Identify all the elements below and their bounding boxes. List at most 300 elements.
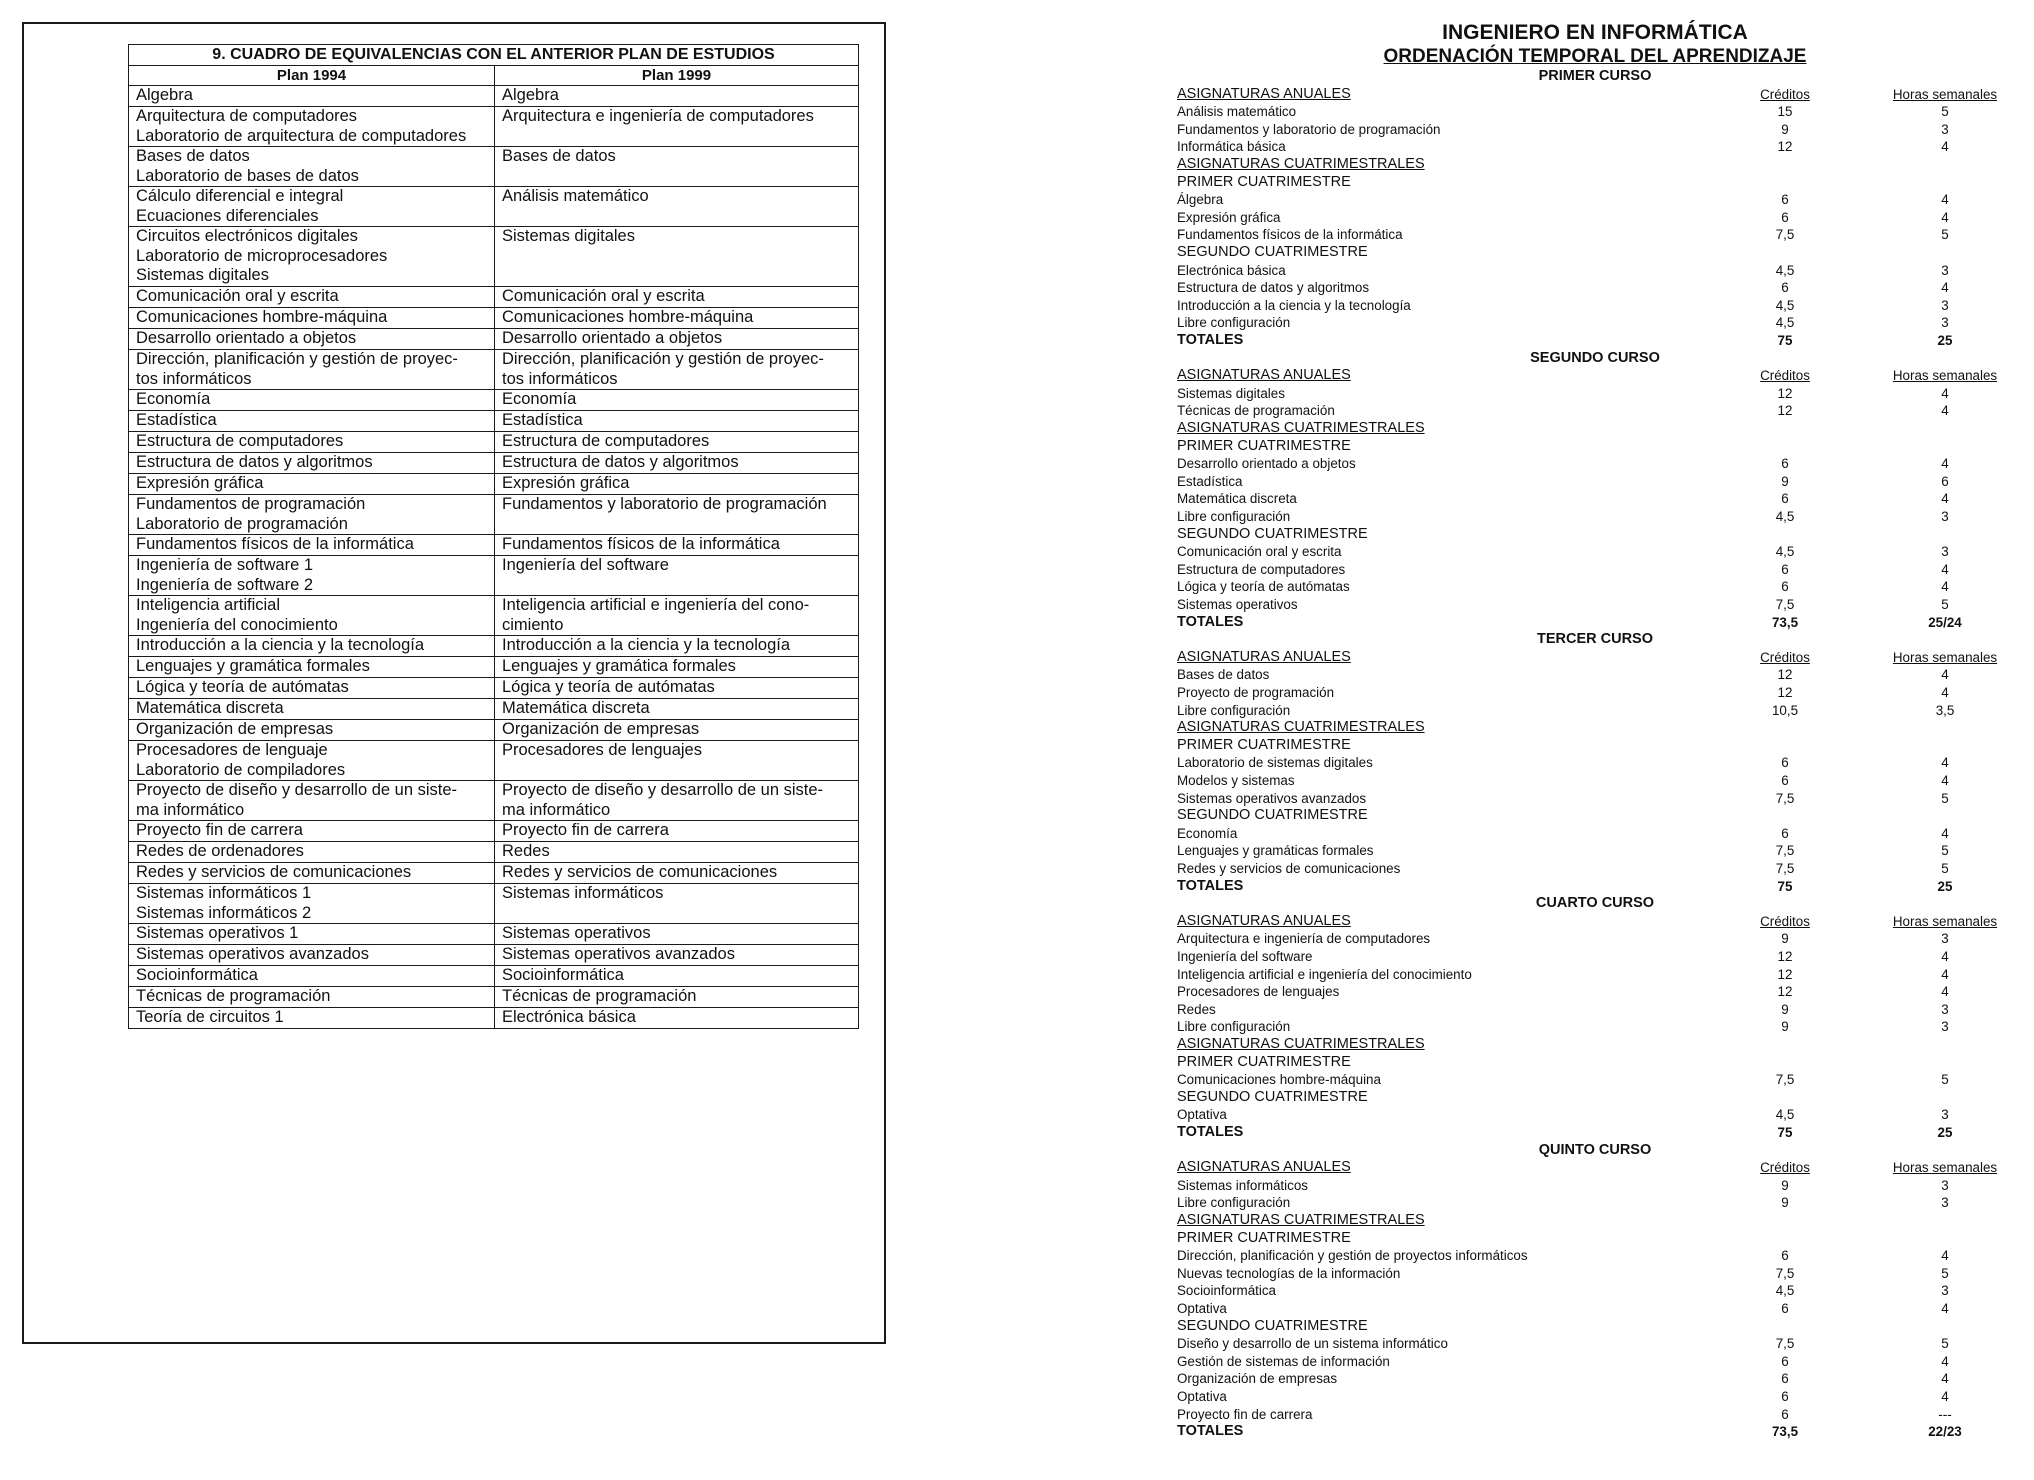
- credits-value: 6: [1781, 1248, 1789, 1264]
- credits-value: 6: [1781, 773, 1789, 788]
- subject-name: Comunicaciones hombre-máquina: [502, 308, 754, 326]
- subject-row: [1170, 930, 2020, 948]
- line-label: PRIMER CUATRIMESTRE: [1177, 437, 1351, 454]
- line-label: Expresión gráfica: [1177, 209, 1281, 225]
- subject-name: Fundamentos físicos de la informática: [502, 535, 780, 553]
- plan-1999-cell: [495, 390, 859, 411]
- subject-row: [1170, 578, 2020, 596]
- line-label: TERCER CURSO: [1536, 631, 1653, 648]
- credits-value: 6: [1781, 280, 1789, 296]
- subject-row: [1170, 684, 2020, 702]
- subject-name: Bases de datos: [136, 147, 250, 165]
- table-row: [129, 556, 859, 596]
- credits-value: 7,5: [1775, 861, 1795, 876]
- weekly-hours-value: 4: [1941, 1248, 1949, 1264]
- subject-name: Laboratorio de bases de datos: [136, 166, 359, 185]
- subject-name: tos informáticos: [502, 369, 618, 388]
- subject-name: Ingeniería de software 2: [136, 575, 314, 594]
- weekly-hours-value: 3: [1941, 509, 1949, 524]
- weekly-hours-value: Horas semanales: [1892, 913, 1998, 929]
- subject-row: [1170, 191, 2020, 209]
- plan-1999-cell: [495, 474, 859, 495]
- subject-name: Arquitectura e ingeniería de computadores: [502, 107, 814, 125]
- subject-name: Matemática discreta: [502, 699, 650, 717]
- plan-1999-cell: [495, 945, 859, 966]
- plan-1994-cell: [129, 411, 495, 432]
- semester-heading: [1170, 1054, 2020, 1072]
- weekly-hours-value: Horas semanales: [1892, 368, 1998, 384]
- subject-name: Estadística: [136, 411, 217, 429]
- semester-heading: [1170, 737, 2020, 755]
- subject-row: [1170, 209, 2020, 227]
- subject-name: Organización de empresas: [136, 720, 334, 738]
- subject-name: Sistemas digitales: [502, 227, 635, 245]
- subject-name: Socioinformática: [136, 966, 258, 984]
- semester-heading: [1170, 1230, 2020, 1248]
- column-header-plan-1999: Plan 1999: [495, 65, 859, 86]
- subject-name: Sistemas informáticos: [502, 884, 664, 902]
- subject-name: Laboratorio de arquitectura de computadores: [136, 126, 467, 145]
- credits-value: 7,5: [1775, 1072, 1795, 1088]
- table-row: [129, 227, 859, 287]
- weekly-hours-value: 3: [1941, 297, 1949, 313]
- subject-name: Circuitos electrónicos digitales: [136, 227, 358, 245]
- subject-name: ma informático: [502, 800, 611, 819]
- weekly-hours-value: 4: [1941, 209, 1949, 225]
- line-label: Bases de datos: [1177, 667, 1270, 683]
- subject-name: Desarrollo orientado a objetos: [502, 329, 723, 347]
- line-label: Procesadores de lenguajes: [1177, 984, 1340, 1000]
- plan-1999-cell: [495, 966, 859, 987]
- line-label: ASIGNATURAS ANUALES: [1177, 85, 1351, 102]
- credits-value: 9: [1781, 1019, 1789, 1035]
- credits-value: Créditos: [1760, 1160, 1810, 1176]
- subject-row: [1170, 103, 2020, 121]
- plan-1994-cell: [129, 453, 495, 474]
- subject-name: Análisis matemático: [502, 187, 649, 205]
- plan-1994-cell: [129, 308, 495, 329]
- plan-1994-cell: [129, 720, 495, 741]
- plan-1994-cell: [129, 945, 495, 966]
- plan-1994-cell: [129, 329, 495, 350]
- course-heading: [1170, 1142, 2020, 1160]
- weekly-hours-value: 4: [1941, 403, 1949, 419]
- weekly-hours-value: 3: [1941, 931, 1949, 947]
- weekly-hours-value: 3: [1941, 315, 1949, 331]
- subject-row: [1170, 842, 2020, 860]
- credits-value: 75: [1777, 1125, 1793, 1140]
- subject-name: Comunicación oral y escrita: [136, 287, 339, 305]
- weekly-hours-value: 3: [1941, 1001, 1949, 1017]
- plan-1999-cell: [495, 308, 859, 329]
- subject-name: Algebra: [502, 86, 559, 104]
- credits-value: Créditos: [1760, 86, 1810, 102]
- plan-1994-cell: [129, 987, 495, 1008]
- subject-name: tos informáticos: [136, 369, 252, 388]
- course-heading: [1170, 895, 2020, 913]
- subject-name: Técnicas de programación: [136, 987, 331, 1005]
- weekly-hours-value: 5: [1941, 790, 1949, 806]
- line-label: Proyecto de programación: [1177, 685, 1335, 700]
- plan-1999-cell: [495, 636, 859, 657]
- weekly-hours-value: 4: [1941, 966, 1949, 982]
- equivalence-table-body: [129, 86, 859, 1029]
- weekly-hours-value: 4: [1941, 192, 1949, 208]
- subject-name: Lógica y teoría de autómatas: [136, 678, 349, 696]
- plan-1994-cell: [129, 432, 495, 453]
- weekly-hours-value: 3: [1941, 544, 1949, 560]
- plan-1994-cell: [129, 884, 495, 924]
- subject-name: Procesadores de lenguaje: [136, 741, 328, 759]
- subject-name: Sistemas informáticos 2: [136, 903, 312, 922]
- section-heading: [1170, 1036, 2020, 1054]
- credits-value: 7,5: [1775, 227, 1795, 243]
- credits-value: 12: [1777, 685, 1793, 700]
- weekly-hours-value: Horas semanales: [1892, 86, 1998, 102]
- weekly-hours-value: Horas semanales: [1892, 1160, 1998, 1176]
- weekly-hours-value: 22/23: [1928, 1424, 1962, 1440]
- credits-value: 7,5: [1775, 843, 1795, 859]
- line-label: Matemática discreta: [1177, 491, 1297, 507]
- subject-name: Ecuaciones diferenciales: [136, 206, 319, 225]
- subject-name: Inteligencia artificial: [136, 596, 280, 614]
- subject-row: [1170, 1282, 2020, 1300]
- plan-1999-cell: [495, 495, 859, 535]
- table-row: [129, 432, 859, 453]
- credits-value: 7,5: [1775, 597, 1795, 612]
- column-header-plan-1994: Plan 1994: [129, 65, 495, 86]
- line-label: TOTALES: [1177, 877, 1244, 894]
- weekly-hours-value: 3: [1941, 1283, 1949, 1299]
- plan-1999-cell: [495, 678, 859, 699]
- weekly-hours-value: 25: [1937, 1125, 1953, 1140]
- line-label: Análisis matemático: [1177, 104, 1297, 120]
- subject-row: [1170, 314, 2020, 332]
- credits-value: 6: [1781, 1301, 1789, 1316]
- subject-row: [1170, 1353, 2020, 1371]
- weekly-hours-value: Horas semanales: [1892, 649, 1998, 665]
- subject-name: Introducción a la ciencia y la tecnología: [136, 636, 425, 654]
- plan-1999-cell: [495, 741, 859, 781]
- weekly-hours-value: 4: [1941, 685, 1949, 700]
- credits-value: 9: [1781, 121, 1789, 137]
- totals-row: [1170, 878, 2020, 896]
- credits-value: 4,5: [1775, 1107, 1795, 1123]
- subject-name: Estructura de computadores: [502, 432, 710, 450]
- table-row: [129, 495, 859, 535]
- plan-1994-cell: [129, 636, 495, 657]
- line-label: TOTALES: [1177, 332, 1244, 348]
- weekly-hours-value: 3: [1941, 262, 1949, 278]
- plan-1994-cell: [129, 187, 495, 227]
- plan-1999-cell: [495, 187, 859, 227]
- credits-value: 4,5: [1775, 262, 1795, 278]
- plan-1994-cell: [129, 535, 495, 556]
- plan-1994-cell: [129, 842, 495, 863]
- plan-1999-cell: [495, 781, 859, 821]
- plan-1999-cell: [495, 556, 859, 596]
- subject-name: Sistemas operativos 1: [136, 924, 299, 942]
- weekly-hours-value: 4: [1941, 1301, 1949, 1316]
- subject-row: [1170, 596, 2020, 614]
- line-label: ASIGNATURAS ANUALES: [1177, 648, 1351, 665]
- line-label: Libre configuración: [1177, 315, 1291, 331]
- table-row: [129, 863, 859, 884]
- plan-1994-cell: [129, 781, 495, 821]
- table-row: [129, 657, 859, 678]
- line-label: Estructura de datos y algoritmos: [1177, 280, 1370, 296]
- subject-name: Comunicación oral y escrita: [502, 287, 705, 305]
- line-label: Proyecto fin de carrera: [1177, 1406, 1313, 1422]
- plan-1999-cell: [495, 842, 859, 863]
- subject-name: Estructura de computadores: [136, 432, 344, 450]
- line-label: Redes y servicios de comunicaciones: [1177, 861, 1401, 876]
- credits-value: 6: [1781, 1389, 1789, 1404]
- table-row: [129, 147, 859, 187]
- plan-1994-cell: [129, 86, 495, 107]
- course-heading: [1170, 631, 2020, 649]
- subject-name: Algebra: [136, 86, 193, 104]
- table-row: [129, 720, 859, 741]
- weekly-hours-value: 5: [1941, 104, 1949, 120]
- plan-1999-cell: [495, 453, 859, 474]
- section-heading: [1170, 649, 2020, 667]
- subject-name: Lenguajes y gramática formales: [136, 657, 370, 675]
- page-subtitle: ORDENACIÓN TEMPORAL DEL APRENDIZAJE: [1383, 46, 1807, 67]
- credits-value: 4,5: [1775, 315, 1795, 331]
- credits-value: 12: [1777, 984, 1793, 1000]
- subject-name: Estructura de datos y algoritmos: [136, 453, 373, 471]
- subject-name: Economía: [136, 390, 211, 408]
- credits-value: 6: [1781, 1371, 1789, 1387]
- table-row: [129, 287, 859, 308]
- subject-row: [1170, 966, 2020, 984]
- line-label: Álgebra: [1177, 192, 1224, 208]
- plan-1999-cell: [495, 821, 859, 842]
- plan-1994-cell: [129, 657, 495, 678]
- line-label: SEGUNDO CUATRIMESTRE: [1177, 525, 1368, 542]
- table-row: [129, 884, 859, 924]
- credits-value: 9: [1781, 931, 1789, 947]
- line-label: Lógica y teoría de autómatas: [1177, 579, 1350, 595]
- line-label: ASIGNATURAS CUATRIMESTRALES: [1177, 1036, 1425, 1052]
- subject-name: Bases de datos: [502, 147, 616, 165]
- subject-row: [1170, 385, 2020, 403]
- weekly-hours-value: 4: [1941, 825, 1949, 841]
- line-label: Sistemas operativos: [1177, 597, 1298, 612]
- table-row: [129, 987, 859, 1008]
- subject-name: Cálculo diferencial e integral: [136, 187, 344, 205]
- credits-value: 6: [1781, 1406, 1789, 1422]
- subject-row: [1170, 473, 2020, 491]
- subject-name: cimiento: [502, 615, 564, 634]
- subject-name: Laboratorio de compiladores: [136, 760, 346, 779]
- plan-1999-cell: [495, 432, 859, 453]
- line-label: Sistemas informáticos: [1177, 1177, 1308, 1193]
- table-row: [129, 596, 859, 636]
- weekly-hours-value: 3: [1941, 1177, 1949, 1193]
- section-heading: [1170, 86, 2020, 104]
- totals-row: [1170, 332, 2020, 350]
- line-label: Libre configuración: [1177, 1195, 1291, 1211]
- line-label: SEGUNDO CUATRIMESTRE: [1177, 1088, 1368, 1105]
- subject-name: Lógica y teoría de autómatas: [502, 678, 715, 696]
- credits-value: Créditos: [1760, 368, 1810, 384]
- subject-name: Sistemas digitales: [136, 266, 269, 284]
- subject-name: Matemática discreta: [136, 699, 284, 717]
- line-label: Comunicaciones hombre-máquina: [1177, 1072, 1381, 1088]
- line-label: CUARTO CURSO: [1535, 895, 1655, 912]
- plan-1994-cell: [129, 821, 495, 842]
- table-row: [129, 945, 859, 966]
- subject-name: Proyecto fin de carrera: [502, 821, 669, 839]
- credits-value: 75: [1777, 333, 1793, 348]
- plan-1999-cell: [495, 596, 859, 636]
- subject-row: [1170, 1071, 2020, 1089]
- weekly-hours-value: 3: [1941, 121, 1949, 137]
- line-label: Optativa: [1177, 1389, 1227, 1404]
- line-label: Sistemas digitales: [1177, 385, 1285, 401]
- line-label: Libre configuración: [1177, 1019, 1291, 1035]
- line-label: Introducción a la ciencia y la tecnología: [1177, 297, 1411, 313]
- subject-row: [1170, 1247, 2020, 1265]
- subject-name: Arquitectura de computadores: [136, 107, 358, 125]
- subject-name: Dirección, planificación y gestión de proyec-: [502, 350, 824, 368]
- weekly-hours-value: 5: [1941, 1336, 1949, 1352]
- line-label: TOTALES: [1177, 613, 1244, 630]
- subject-name: Redes de ordenadores: [136, 842, 304, 860]
- credits-value: 7,5: [1775, 1265, 1795, 1281]
- table-row: [129, 1008, 859, 1029]
- table-title: 9. CUADRO DE EQUIVALENCIAS CON EL ANTERIOR PLAN DE ESTUDIOS: [129, 45, 859, 66]
- section-heading: [1170, 719, 2020, 737]
- weekly-hours-value: 5: [1941, 227, 1949, 243]
- plan-1994-cell: [129, 474, 495, 495]
- line-label: PRIMER CURSO: [1538, 68, 1652, 84]
- section-heading: [1170, 1212, 2020, 1230]
- subject-name: Laboratorio de microprocesadores: [136, 246, 388, 265]
- subject-row: [1170, 1106, 2020, 1124]
- subject-name: Inteligencia artificial e ingeniería del cono-: [502, 596, 810, 614]
- subject-name: Expresión gráfica: [136, 474, 264, 492]
- subject-name: Sistemas operativos avanzados: [502, 945, 735, 963]
- subject-row: [1170, 1018, 2020, 1036]
- line-label: PRIMER CUATRIMESTRE: [1177, 1053, 1351, 1070]
- totals-row: [1170, 1124, 2020, 1142]
- plan-1999-cell: [495, 924, 859, 945]
- weekly-hours-value: 4: [1941, 1371, 1949, 1387]
- weekly-hours-value: 25/24: [1928, 614, 1962, 630]
- subject-row: [1170, 1406, 2020, 1424]
- weekly-hours-value: 5: [1941, 843, 1949, 859]
- table-row: [129, 966, 859, 987]
- plan-1999-cell: [495, 287, 859, 308]
- plan-1994-cell: [129, 966, 495, 987]
- credits-value: 4,5: [1775, 509, 1795, 524]
- weekly-hours-value: 5: [1941, 1265, 1949, 1281]
- credits-value: Créditos: [1760, 649, 1810, 665]
- credits-value: 6: [1781, 561, 1789, 577]
- credits-value: 73,5: [1771, 1424, 1799, 1440]
- line-label: Informática básica: [1177, 139, 1286, 155]
- weekly-hours-value: 4: [1941, 773, 1949, 788]
- semester-heading: [1170, 807, 2020, 825]
- line-label: Sistemas operativos avanzados: [1177, 790, 1367, 806]
- course-heading: [1170, 350, 2020, 368]
- subject-name: Redes y servicios de comunicaciones: [136, 863, 412, 881]
- subject-name: Introducción a la ciencia y la tecnología: [502, 636, 791, 654]
- subject-name: Laboratorio de programación: [136, 514, 348, 533]
- subject-name: Proyecto de diseño y desarrollo de un siste-: [136, 781, 458, 799]
- subject-row: [1170, 1300, 2020, 1318]
- credits-value: 12: [1777, 949, 1793, 964]
- subject-row: [1170, 561, 2020, 579]
- credits-value: 6: [1781, 491, 1789, 507]
- plan-1994-cell: [129, 596, 495, 636]
- weekly-hours-value: 5: [1941, 861, 1949, 876]
- plan-1999-cell: [495, 107, 859, 147]
- plan-1999-cell: [495, 411, 859, 432]
- subject-name: Ingeniería del software: [502, 556, 669, 574]
- section-heading: [1170, 913, 2020, 931]
- totals-row: [1170, 614, 2020, 632]
- line-label: Fundamentos y laboratorio de programación: [1177, 121, 1441, 137]
- line-label: PRIMER CUATRIMESTRE: [1177, 736, 1351, 753]
- plan-1999-cell: [495, 720, 859, 741]
- semester-heading: [1170, 526, 2020, 544]
- subject-name: Redes: [502, 842, 550, 860]
- subject-row: [1170, 455, 2020, 473]
- section-heading: [1170, 1159, 2020, 1177]
- credits-value: 4,5: [1775, 297, 1795, 313]
- plan-1994-cell: [129, 1008, 495, 1029]
- semester-heading: [1170, 438, 2020, 456]
- credits-value: 12: [1777, 139, 1793, 155]
- subject-row: [1170, 754, 2020, 772]
- plan-1994-cell: [129, 147, 495, 187]
- line-label: PRIMER CUATRIMESTRE: [1177, 173, 1351, 190]
- subject-row: [1170, 138, 2020, 156]
- subject-name: Ingeniería de software 1: [136, 556, 314, 574]
- line-label: Redes: [1177, 1001, 1216, 1017]
- subject-row: [1170, 297, 2020, 315]
- credits-value: 9: [1781, 1001, 1789, 1017]
- plan-1994-cell: [129, 678, 495, 699]
- line-label: TOTALES: [1177, 1423, 1244, 1440]
- weekly-hours-value: 4: [1941, 755, 1949, 771]
- plan-1999-cell: [495, 884, 859, 924]
- line-label: QUINTO CURSO: [1538, 1141, 1652, 1158]
- credits-value: 9: [1781, 1195, 1789, 1211]
- credits-value: 6: [1781, 1353, 1789, 1369]
- plan-1999-cell: [495, 227, 859, 287]
- subject-name: Expresión gráfica: [502, 474, 630, 492]
- subject-name: Economía: [502, 390, 577, 408]
- subject-row: [1170, 402, 2020, 420]
- table-row: [129, 329, 859, 350]
- page-title: INGENIERO EN INFORMÁTICA: [1442, 21, 1748, 44]
- line-label: SEGUNDO CUATRIMESTRE: [1177, 1317, 1368, 1334]
- subject-row: [1170, 1388, 2020, 1406]
- line-label: Optativa: [1177, 1107, 1227, 1123]
- credits-value: 9: [1781, 473, 1789, 489]
- plan-1999-cell: [495, 86, 859, 107]
- line-label: Gestión de sistemas de información: [1177, 1353, 1390, 1369]
- line-label: SEGUNDO CUATRIMESTRE: [1177, 807, 1368, 824]
- credits-value: 6: [1781, 209, 1789, 225]
- table-row: [129, 390, 859, 411]
- line-label: TOTALES: [1177, 1124, 1244, 1140]
